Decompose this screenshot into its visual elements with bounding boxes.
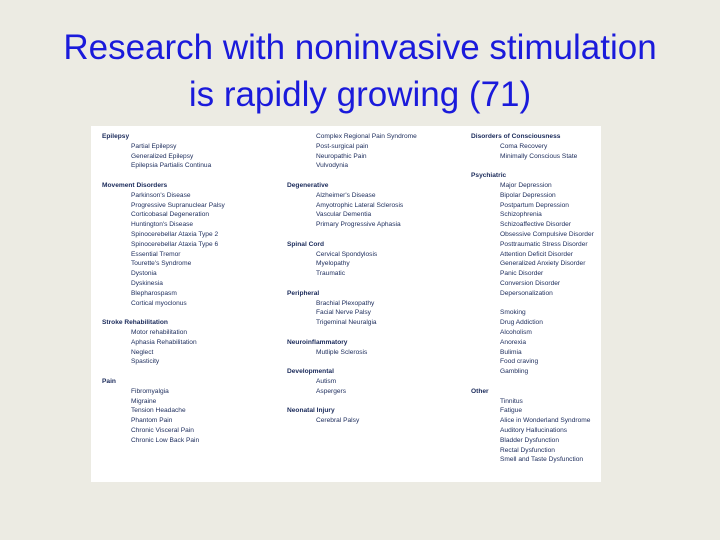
spacer (471, 377, 594, 387)
conditions-table-image (91, 126, 601, 482)
condition-item: Rectal Dysfunction (500, 446, 555, 454)
category-heading: Degenerative (287, 181, 329, 189)
condition-item: Food craving (500, 358, 539, 366)
condition-item: Generalized Epilepsy (131, 152, 194, 160)
condition-item: Vulvodynia (316, 162, 349, 170)
condition-item: Spinocerebellar Ataxia Type 2 (131, 230, 219, 238)
condition-item: Bipolar Depression (500, 191, 556, 199)
condition-item: Mutliple Sclerosis (316, 348, 368, 356)
condition-item: Brachial Plexopathy (316, 299, 375, 307)
condition-item: Bladder Dysfunction (500, 436, 560, 444)
category-heading: Neuroinflammatory (287, 338, 348, 346)
condition-item: Spasticity (131, 358, 160, 366)
condition-item: Epilepsia Partialis Continua (131, 162, 212, 170)
category-heading: Developmental (287, 368, 334, 376)
condition-item: Alzheimer's Disease (316, 191, 376, 199)
condition-item: Smoking (500, 309, 526, 317)
spacer (471, 161, 594, 171)
condition-item: Dystonia (131, 270, 157, 278)
condition-item: Neglect (131, 348, 154, 356)
condition-item: Postpartum Depression (500, 201, 569, 209)
condition-item: Post-surgical pain (316, 142, 369, 150)
condition-item: Anorexia (500, 338, 527, 346)
condition-item: Essential Tremor (131, 250, 181, 258)
condition-item: Parkinson's Disease (131, 191, 191, 199)
category-heading: Pain (102, 377, 116, 385)
column-1 (102, 132, 225, 446)
slide-title-line-1: Research with noninvasive stimulation (63, 28, 657, 67)
condition-item: Tourette's Syndrome (131, 260, 192, 268)
condition-item: Coma Recovery (500, 142, 548, 150)
condition-item: Fatigue (500, 407, 522, 415)
condition-item: Autism (316, 377, 337, 385)
condition-item: Minimally Conscious State (500, 152, 578, 160)
spacer (102, 367, 225, 377)
spacer (287, 279, 417, 289)
condition-item: Auditory Hallucinations (500, 426, 568, 434)
category-heading: Neonatal Injury (287, 407, 335, 415)
condition-item: Vascular Dementia (316, 211, 372, 219)
category-heading: Spinal Cord (287, 240, 324, 248)
condition-item: Aphasia Rehabilitation (131, 338, 197, 346)
category-heading: Disorders of Consciousness (471, 133, 561, 140)
condition-item: Huntington's Disease (131, 221, 194, 229)
condition-item: Schizophrenia (500, 211, 542, 219)
condition-item: Smell and Taste Dysfunction (500, 456, 584, 464)
spacer (471, 299, 594, 309)
condition-item: Depersonalization (500, 289, 553, 297)
condition-item: Facial Nerve Palsy (316, 309, 371, 317)
condition-item: Alcoholism (500, 328, 532, 336)
spacer (102, 171, 225, 181)
condition-item: Obsessive Compulsive Disorder (500, 230, 594, 238)
condition-item: Trigeminal Neuralgia (316, 319, 377, 327)
spacer (287, 397, 417, 407)
category-heading: Other (471, 387, 489, 395)
category-heading: Movement Disorders (102, 181, 168, 189)
category-heading: Stroke Rehabilitation (102, 319, 168, 327)
slide-title-line-2: is rapidly growing (71) (188, 75, 532, 114)
condition-item: Dyskinesia (131, 279, 163, 287)
condition-item: Primary Progressive Aphasia (316, 221, 401, 229)
condition-item: Progressive Supranuclear Palsy (131, 201, 225, 209)
condition-item: Cortical myoclonus (131, 299, 187, 307)
condition-item: Motor rehabilitation (131, 328, 188, 336)
condition-item: Generalized Anxiety Disorder (500, 260, 586, 268)
spacer (287, 171, 417, 181)
condition-item: Corticobasal Degeneration (131, 211, 210, 219)
condition-item: Cerebral Palsy (316, 417, 360, 425)
condition-item: Partial Epilepsy (131, 142, 177, 150)
condition-item: Drug Addiction (500, 319, 543, 327)
condition-item: Gambling (500, 368, 529, 376)
category-heading: Epilepsy (102, 133, 130, 140)
condition-item: Attention Deficit Disorder (500, 250, 573, 258)
condition-item: Aspergers (316, 387, 347, 395)
condition-item: Cervical Spondylosis (316, 250, 378, 258)
condition-item: Phantom Pain (131, 417, 173, 425)
condition-item: Myelopathy (316, 260, 350, 268)
condition-item: Schizoaffective Disorder (500, 221, 571, 229)
condition-item: Panic Disorder (500, 270, 544, 278)
condition-item: Complex Regional Pain Syndrome (316, 133, 417, 140)
condition-item: Blepharospasm (131, 289, 177, 297)
condition-item: Bulimia (500, 348, 522, 356)
category-heading: Peripheral (287, 289, 320, 297)
condition-item: Conversion Disorder (500, 279, 561, 287)
column-3 (471, 132, 594, 465)
spacer (102, 308, 225, 318)
condition-item: Tension Headache (131, 407, 186, 415)
condition-item: Spinocerebellar Ataxia Type 6 (131, 240, 219, 248)
condition-item: Amyotrophic Lateral Sclerosis (316, 201, 404, 209)
condition-item: Fibromyalgia (131, 387, 169, 395)
condition-item: Posttraumatic Stress Disorder (500, 240, 588, 248)
condition-item: Neuropathic Pain (316, 152, 367, 160)
condition-item: Migraine (131, 397, 157, 405)
condition-item: Chronic Visceral Pain (131, 426, 194, 434)
condition-item: Major Depression (500, 181, 552, 189)
spacer (287, 230, 417, 240)
condition-item: Tinnitus (500, 397, 523, 405)
spacer (287, 357, 417, 367)
condition-item: Alice in Wonderland Syndrome (500, 417, 591, 425)
condition-item: Chronic Low Back Pain (131, 436, 200, 444)
column-2 (287, 132, 417, 426)
category-heading: Psychiatric (471, 172, 507, 180)
slide-title (0, 24, 720, 118)
condition-item: Traumatic (316, 270, 346, 278)
spacer (287, 328, 417, 338)
